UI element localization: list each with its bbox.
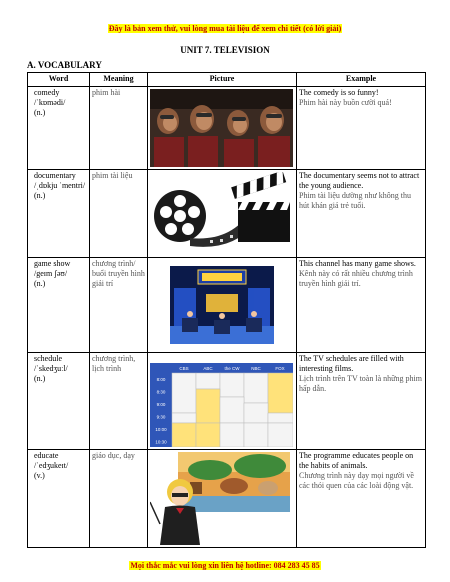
word-text: documentary xyxy=(34,171,76,180)
meaning-cell: chương trình/ buổi truyền hình giải trí xyxy=(90,258,148,353)
meaning-cell: phim hài xyxy=(90,87,148,170)
schedule-channel-label: CBS xyxy=(179,366,189,371)
tv-schedule-grid xyxy=(150,355,294,447)
meaning-cell: phim tài liệu xyxy=(90,170,148,258)
table-row xyxy=(28,450,426,548)
example-vietnamese: Phim hài này buồn cười quá! xyxy=(299,98,392,107)
word-cell xyxy=(28,258,90,353)
part-of-speech: (n.) xyxy=(34,279,46,288)
word-cell xyxy=(28,353,90,450)
table-row xyxy=(28,353,426,450)
picture-cell xyxy=(148,353,297,450)
part-of-speech: (n.) xyxy=(34,374,46,383)
vocabulary-table xyxy=(27,72,426,548)
table-row xyxy=(28,258,426,353)
schedule-time-label: 10:30 xyxy=(155,439,167,445)
meaning-cell: chương trình, lịch trình xyxy=(90,353,148,450)
example-english: The comedy is so funny! xyxy=(299,88,379,97)
word-cell xyxy=(28,87,90,170)
header-meaning: Meaning xyxy=(90,73,148,87)
teacher-cartoon-jungle xyxy=(150,452,294,545)
example-english: The programme educates people on the habits of animals. xyxy=(299,451,414,470)
word-cell xyxy=(28,450,90,548)
example-english: This channel has many game shows. xyxy=(299,259,416,268)
game-show-stage-photo xyxy=(150,260,294,350)
phonetic-text: /ˌdɒkju ˈmentri/ xyxy=(34,181,86,190)
phonetic-text: /geɪm ʃəʊ/ xyxy=(34,269,68,278)
part-of-speech: (v.) xyxy=(34,471,45,480)
picture-cell xyxy=(148,170,297,258)
example-cell xyxy=(297,258,426,353)
word-text: comedy xyxy=(34,88,60,97)
example-cell xyxy=(297,450,426,548)
schedule-channel-label: the CW xyxy=(224,366,240,371)
example-cell xyxy=(297,87,426,170)
part-of-speech: (n.) xyxy=(34,108,46,117)
picture-cell xyxy=(148,258,297,353)
header-picture: Picture xyxy=(148,73,297,87)
meaning-cell: giáo dục, dạy xyxy=(90,450,148,548)
example-cell xyxy=(297,353,426,450)
audience-laughing-photo xyxy=(150,89,294,167)
table-header-row xyxy=(28,73,426,87)
bottom-banner: Mọi thắc mắc vui lòng xin liên hệ hotline: 084 283 45 85 xyxy=(130,561,320,570)
schedule-channel-label: FOX xyxy=(275,366,285,371)
part-of-speech: (n.) xyxy=(34,191,46,200)
schedule-time-label: 10:00 xyxy=(155,427,167,432)
example-cell xyxy=(297,170,426,258)
word-text: educate xyxy=(34,451,59,460)
unit-title: UNIT 7. TELEVISION xyxy=(180,45,270,55)
schedule-time-label: 9:30 xyxy=(156,414,166,420)
example-english: The documentary seems not to attract the young audience. xyxy=(299,171,420,190)
schedule-channel-label: ABC xyxy=(203,366,213,371)
phonetic-text: /ˈskedʒuːl/ xyxy=(34,364,68,373)
table-row xyxy=(28,87,426,170)
table-row xyxy=(28,170,426,258)
top-banner: Đây là bản xem thử, vui lòng mua tài liệu để xem chi tiết (có lời giải) xyxy=(108,24,342,33)
schedule-time-label: 8:30 xyxy=(156,389,166,395)
phonetic-text: /ˈedʒukeɪt/ xyxy=(34,461,69,470)
schedule-channel-label: NBC xyxy=(251,366,261,371)
phonetic-text: /ˈkɒmədi/ xyxy=(34,98,66,107)
word-text: game show xyxy=(34,259,71,268)
example-vietnamese: Kênh này có rất nhiều chương trình truyền hình giải trí. xyxy=(299,269,413,288)
header-example: Example xyxy=(297,73,426,87)
picture-cell xyxy=(148,87,297,170)
word-cell xyxy=(28,170,90,258)
header-word: Word xyxy=(28,73,90,87)
example-english: The TV schedules are filled with interesting films. xyxy=(299,354,404,373)
word-text: schedule xyxy=(34,354,62,363)
example-vietnamese: Phim tài liệu dường như không thu hút khán giả trẻ tuổi. xyxy=(299,191,412,210)
example-vietnamese: Lịch trình trên TV toàn là những phim hấp dẫn. xyxy=(299,374,422,393)
section-title: A. VOCABULARY xyxy=(27,60,102,70)
example-vietnamese: Chương trình này dạy mọi người về các thói quen của các loài động vật. xyxy=(299,471,414,490)
film-reel-clapperboard-photo xyxy=(150,172,294,255)
schedule-time-label: 8:00 xyxy=(156,377,166,382)
picture-cell xyxy=(148,450,297,548)
schedule-time-label: 9:00 xyxy=(156,402,166,407)
